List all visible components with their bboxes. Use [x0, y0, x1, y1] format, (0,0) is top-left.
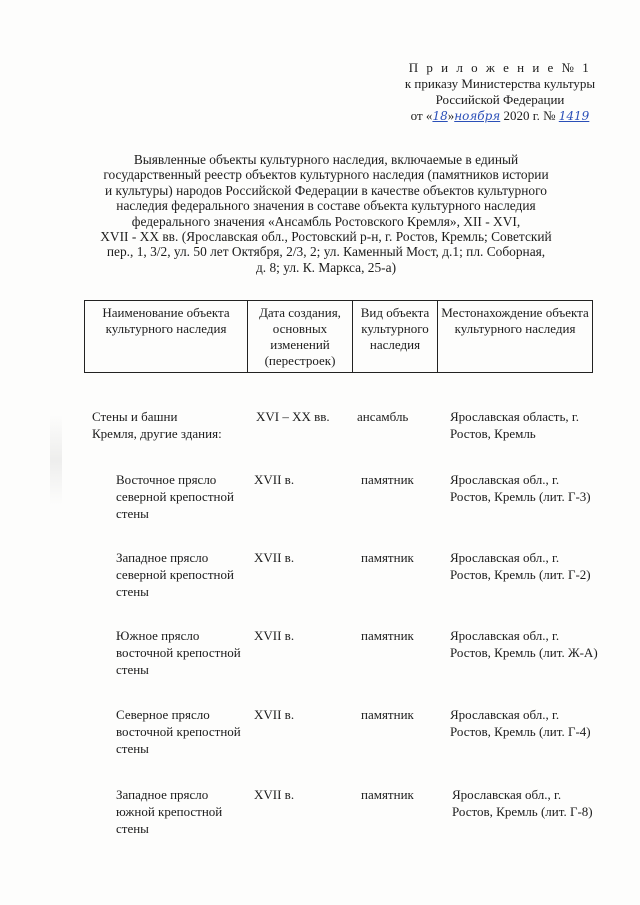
handwritten-day: 18: [432, 109, 448, 123]
row-type: ансамбль: [357, 409, 409, 424]
row-date: XVII в.: [254, 472, 295, 487]
handwritten-month: ноября: [454, 109, 501, 123]
row-date: XVII в.: [254, 550, 295, 565]
row-date: XVII в.: [254, 787, 295, 802]
heading-line: пер., 1, 3/2, ул. 50 лет Октября, 2/3, 2; ул. Каменный Мост, д.1; пл. Соборная,: [106, 244, 546, 260]
row-location: Ярославская обл., г. Ростов, Кремль (лит. Г-8): [452, 787, 593, 819]
header-type: Вид объекта культурного наследия: [353, 301, 438, 373]
table-header: [84, 300, 593, 373]
row-type: памятник: [361, 787, 414, 802]
row-location: Ярославская обл., г. Ростов, Кремль (лит. Г-3): [450, 472, 591, 504]
heading-line: Выявленные объекты культурного наследия, включаемые в единый: [133, 152, 519, 167]
document-heading: [80, 152, 572, 275]
row-location: Ярославская обл., г. Ростов, Кремль (лит. Ж-А): [450, 628, 598, 660]
row-location: Ярославская обл., г. Ростов, Кремль (лит. Г-2): [450, 550, 591, 582]
header-date: Дата создания, основных изменений (перестроек): [248, 301, 353, 373]
handwritten-number: 1419: [558, 109, 590, 123]
appendix-ministry-line: Российской Федерации: [435, 92, 565, 107]
header-location: Местонахождение объекта культурного наследия: [438, 301, 593, 373]
heading-line: наследия федерального значения в составе объекта культурного наследия: [116, 198, 536, 214]
page-stamp-mark: [50, 415, 62, 505]
row-type: памятник: [361, 628, 414, 643]
row-name: Стены и башни Кремля, другие здания:: [92, 409, 222, 441]
row-date: XVII в.: [254, 628, 295, 643]
date-suffix: 2020 г. №: [500, 108, 559, 123]
row-location: Ярославская область, г. Ростов, Кремль: [450, 409, 580, 441]
row-location: Ярославская обл., г. Ростов, Кремль (лит. Г-4): [450, 707, 591, 739]
row-name: Восточное прясло северной крепостной стены: [116, 472, 234, 521]
row-name: Северное прясло восточной крепостной стены: [116, 707, 241, 756]
row-name: Южное прясло восточной крепостной стены: [116, 628, 241, 677]
row-type: памятник: [361, 550, 414, 565]
row-date: XVI – XX вв.: [256, 409, 330, 424]
heading-line: государственный реестр объектов культурного наследия (памятников истории: [103, 167, 549, 183]
date-prefix: от «: [410, 108, 433, 123]
heading-line: и культуры) народов Российской Федерации в качестве объектов культурного: [105, 182, 547, 198]
row-name: Западное прясло северной крепостной стены: [116, 550, 234, 599]
heading-line: д. 8; ул. К. Маркса, 25-а): [255, 259, 397, 275]
row-type: памятник: [361, 707, 414, 722]
date-mid: »: [447, 108, 455, 123]
appendix-order-line: к приказу Министерства культуры: [404, 76, 596, 91]
row-name: Западное прясло южной крепостной стены: [116, 787, 223, 836]
row-date: XVII в.: [254, 707, 295, 722]
heading-line: XVII - XX вв. (Ярославская обл., Ростовский р-н, г. Ростов, Кремль; Советский: [100, 229, 552, 245]
header-name: Наименование объекта культурного наследия: [85, 301, 248, 373]
appendix-block: [380, 60, 620, 124]
heading-line: федерального значения «Ансамбль Ростовского Кремля», XII - XVI,: [131, 213, 521, 229]
row-type: памятник: [361, 472, 414, 487]
appendix-title: П р и л о ж е н и е № 1: [408, 60, 592, 75]
appendix-date-line: [380, 108, 620, 124]
